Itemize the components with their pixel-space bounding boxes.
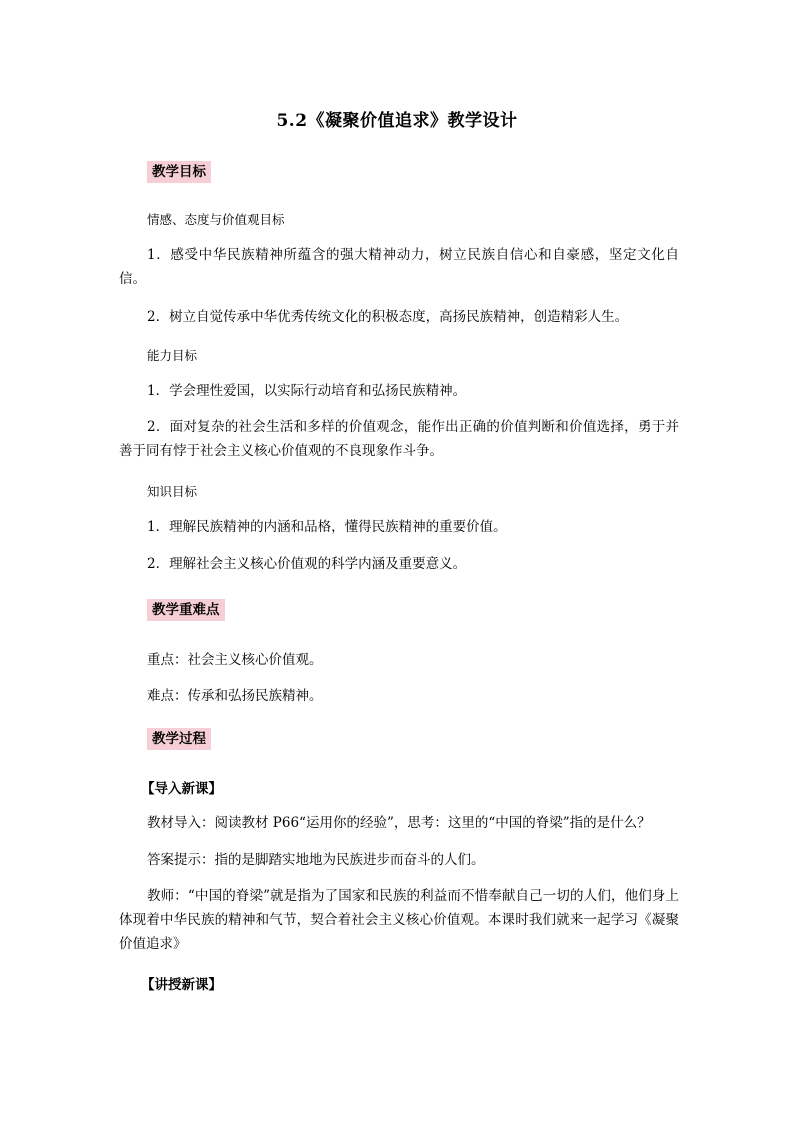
difficult-point-text: 难点：传承和弘扬民族精神。 [147,688,323,704]
subheading-ability-goals: 能力目标 [147,348,198,363]
intro-heading: 【导入新课】 [141,781,222,797]
answer-text: 答案提示：指的是脚踏实地地为民族进步而奋斗的人们。 [147,852,485,868]
ability-goal-2: 2．面对复杂的社会生活和多样的价值观念，能作出正确的价值判断和价值选择，勇于并善于同有悖于社会主义核心价值观的不良现象作斗争。 [119,419,679,459]
subheading-knowledge-goals: 知识目标 [147,484,198,499]
knowledge-goal-1: 1．理解民族精神的内涵和品格，懂得民族精神的重要价值。 [147,519,507,535]
key-point-text: 重点：社会主义核心价值观。 [147,652,323,668]
emotion-goal-2: 2．树立自觉传承中华优秀传统文化的积极态度，高扬民族精神，创造精彩人生。 [147,309,629,325]
lecture-heading: 【讲授新课】 [141,977,222,993]
section-badge-goals: 教学目标 [147,161,211,183]
section-badge-process: 教学过程 [147,728,211,750]
subheading-emotion-goals: 情感、态度与价值观目标 [147,212,285,227]
section-badge-keypoints: 教学重难点 [147,599,225,621]
ability-goal-1: 1．学会理性爱国，以实际行动培育和弘扬民族精神。 [147,383,467,399]
knowledge-goal-2: 2．理解社会主义核心价值观的科学内涵及重要意义。 [147,556,467,572]
teacher-text: 教师：“中国的脊梁”就是指为了国家和民族的利益而不惜奉献自己一切的人们，他们身上体现着中华民族的精神和气节，契合着社会主义核心价值观。本课时我们就来一起学习《凝聚价值追求》 [119,888,679,952]
intro-text: 教材导入：阅读教材 P66“运用你的经验”，思考：这里的“中国的脊梁”指的是什么？ [147,815,651,831]
document-title: 5.2《凝聚价值追求》教学设计 [276,111,518,131]
emotion-goal-1: 1．感受中华民族精神所蕴含的强大精神动力，树立民族自信心和自豪感，坚定文化自信。 [119,247,679,287]
